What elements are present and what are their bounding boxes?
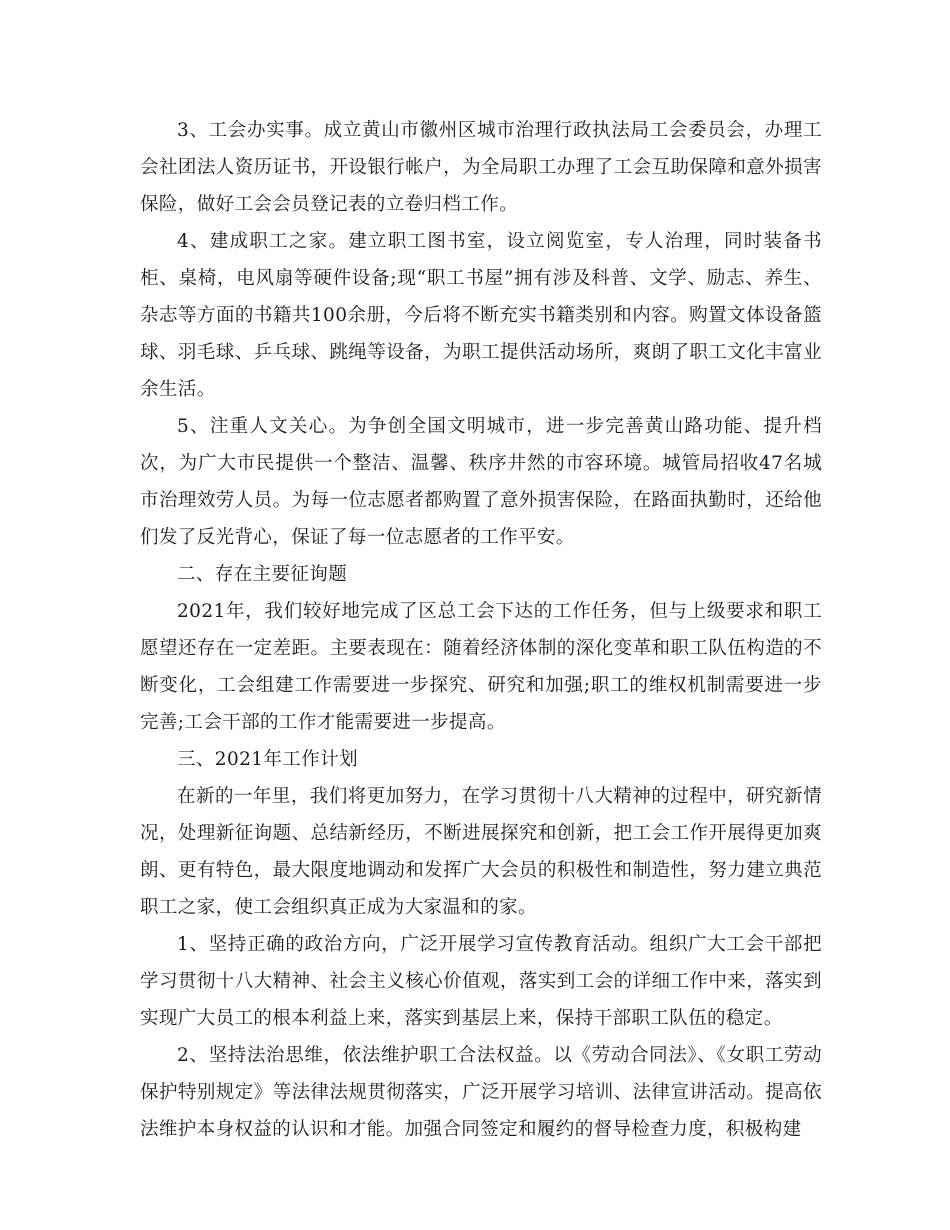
paragraph-problems: 2021年，我们较好地完成了区总工会下达的工作任务，但与上级要求和职工愿望还存在一定差距。主要表现在：随着经济体制的深化变革和职工队伍构造的不断变化，工会组建工作需要进一步探究、研究和加强;职工的维权机制需要进一步完善;工会干部的工作才能需要进一步提高。 <box>140 601 822 733</box>
paragraph-plan-intro: 在新的一年里，我们将更加努力，在学习贯彻十八大精神的过程中，研究新情况，处理新征询题、总结新经历，不断进展探究和创新，把工会工作开展得更加爽朗、更有特色，最大限度地调动和发挥广大会员的积极性和制造性，努力建立典范职工之家，使工会组织真正成为大家温和的家。 <box>140 786 822 918</box>
document-body <box>140 112 822 1148</box>
paragraph-humanistic-care: 5、注重人文关心。为争创全国文明城市，进一步完善黄山路功能、提升档次，为广大市民提供一个整洁、温馨、秩序井然的市容环境。城管局招收47名城市治理效劳人员。为每一位志愿者都购置了意外损害保险，在路面执勤时，还给他们发了反光背心，保证了每一位志愿者的工作平安。 <box>140 416 822 548</box>
section-heading-plan: 三、2021年工作计划 <box>177 749 358 770</box>
paragraph-staff-home: 4、建成职工之家。建立职工图书室，设立阅览室，专人治理，同时装备书柜、桌椅，电风扇等硬件设备;现“职工书屋”拥有涉及科普、文学、励志、养生、杂志等方面的书籍共100余册，今后将不断充实书籍类别和内容。购置文体设备篮球、羽毛球、乒乓球、跳绳等设备，为职工提供活动场所，爽朗了职工文化丰富业余生活。 <box>140 231 822 400</box>
paragraph-rule-of-law: 2、坚持法治思维，依法维护职工合法权益。以《劳动合同法》、《女职工劳动保护特别规定》等法律法规贯彻落实，广泛开展学习培训、法律宣讲活动。提高依法维护本身权益的认识和才能。加强合同签定和履约的督导检查力度，积极构建 <box>140 1045 822 1140</box>
section-heading-problems: 二、存在主要征询题 <box>177 564 348 585</box>
paragraph-political-direction: 1、坚持正确的政治方向，广泛开展学习宣传教育活动。组织广大工会干部把学习贯彻十八大精神、社会主义核心价值观，落实到工会的详细工作中来，落实到实现广大员工的根本利益上来，落实到基层上来，保持干部职工队伍的稳定。 <box>140 934 822 1029</box>
paragraph-union-affairs: 3、工会办实事。成立黄山市徽州区城市治理行政执法局工会委员会，办理工会社团法人资历证书，开设银行帐户，为全局职工办理了工会互助保障和意外损害保险，做好工会会员登记表的立卷归档工作。 <box>140 120 822 215</box>
